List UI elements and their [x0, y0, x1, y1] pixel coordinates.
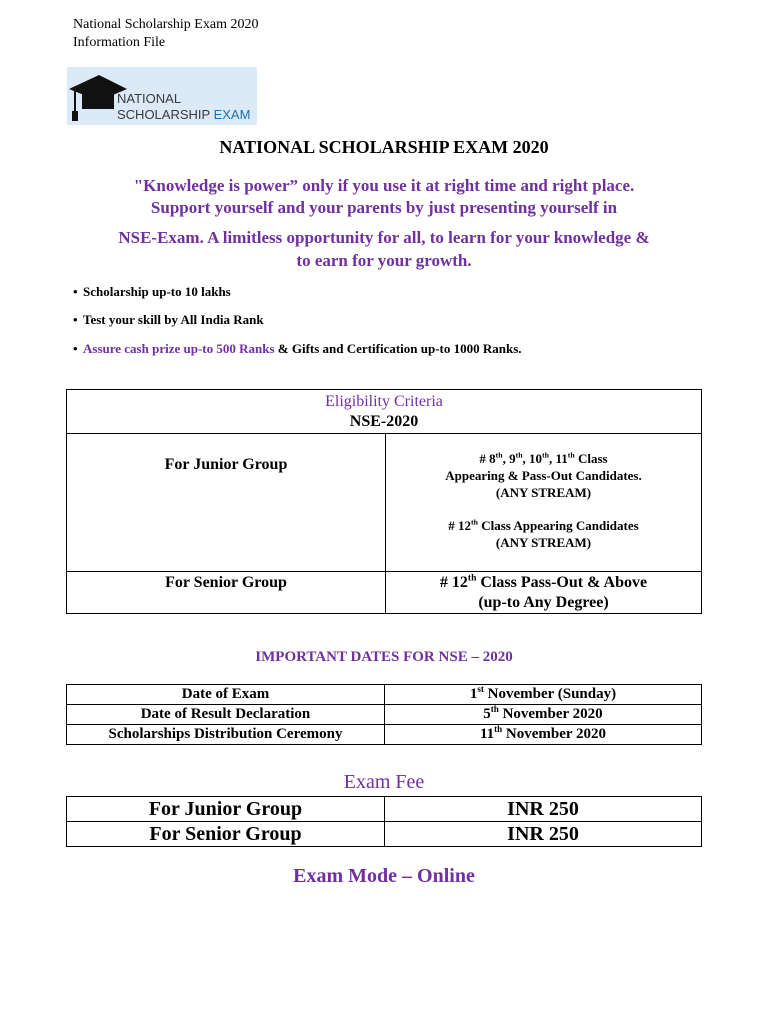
tagline-line-2: Support yourself and your parents by just presenting yourself in: [150, 198, 618, 217]
logo-text-national: NATIONAL: [117, 91, 182, 106]
junior-criteria-line-2: Appearing & Pass-Out Candidates.: [445, 468, 642, 483]
exam-fee-table: [66, 796, 702, 847]
senior-group-label: For Senior Group: [67, 572, 386, 614]
date-row: [67, 705, 702, 725]
logo-text-scholarship-exam: SCHOLARSHIP EXAM: [117, 107, 251, 122]
fee-amount: INR 250: [385, 797, 702, 822]
bullet-item-scholarship: • Scholarship up-to 10 lakhs: [73, 284, 231, 299]
date-label: Scholarships Distribution Ceremony: [67, 725, 385, 745]
junior-group-label: For Junior Group: [67, 434, 386, 572]
date-row: [67, 685, 702, 705]
tagline-line-4: to earn for your growth.: [296, 251, 472, 270]
date-value: 11th November 2020: [385, 725, 702, 745]
eligibility-header-cell: [67, 390, 702, 434]
exam-fee-heading: Exam Fee: [343, 771, 425, 793]
junior-criteria-line-5: (ANY STREAM): [495, 535, 592, 550]
page-title: NATIONAL SCHOLARSHIP EXAM 2020: [219, 137, 549, 157]
document-header-subtitle: Information File: [73, 35, 166, 50]
senior-criteria-line-2: (up-to Any Degree): [478, 594, 609, 611]
junior-criteria-line-3: (ANY STREAM): [495, 485, 592, 500]
eligibility-heading: Eligibility Criteria: [325, 393, 443, 410]
bullet-item-cash-prize: • Assure cash prize up-to 500 Ranks & Gifts and Certification up-to 1000 Ranks.: [73, 341, 522, 356]
exam-mode-text: Exam Mode – Online: [293, 865, 475, 887]
tagline-line-3: NSE-Exam. A limitless opportunity for all, to learn for your knowledge &: [118, 228, 650, 247]
important-dates-heading: IMPORTANT DATES FOR NSE – 2020: [255, 649, 513, 665]
junior-group-criteria: [386, 434, 702, 572]
fee-row: [67, 822, 702, 847]
junior-criteria-line-4: # 12th Class Appearing Candidates: [448, 517, 639, 533]
junior-criteria-line-1: # 8th, 9th, 10th, 11th Class: [479, 450, 608, 466]
fee-amount: INR 250: [385, 822, 702, 847]
fee-group-label: For Senior Group: [67, 822, 385, 847]
date-label: Date of Exam: [67, 685, 385, 705]
fee-row: [67, 797, 702, 822]
fee-group-label: For Junior Group: [67, 797, 385, 822]
senior-criteria-line-1: # 12th Class Pass-Out & Above: [439, 572, 648, 591]
document-header-title: National Scholarship Exam 2020: [73, 17, 259, 32]
tagline-line-1: "Knowledge is power” only if you use it at right time and right place.: [133, 176, 635, 195]
bullet-item-rank: • Test your skill by All India Rank: [73, 312, 264, 327]
date-value: 5th November 2020: [385, 705, 702, 725]
date-label: Date of Result Declaration: [67, 705, 385, 725]
date-row: [67, 725, 702, 745]
important-dates-table: [66, 684, 702, 745]
senior-group-criteria: [386, 572, 702, 614]
date-value: 1st November (Sunday): [385, 685, 702, 705]
eligibility-table: [66, 389, 702, 614]
eligibility-subheading: NSE-2020: [349, 413, 419, 430]
nse-logo: [67, 67, 257, 125]
